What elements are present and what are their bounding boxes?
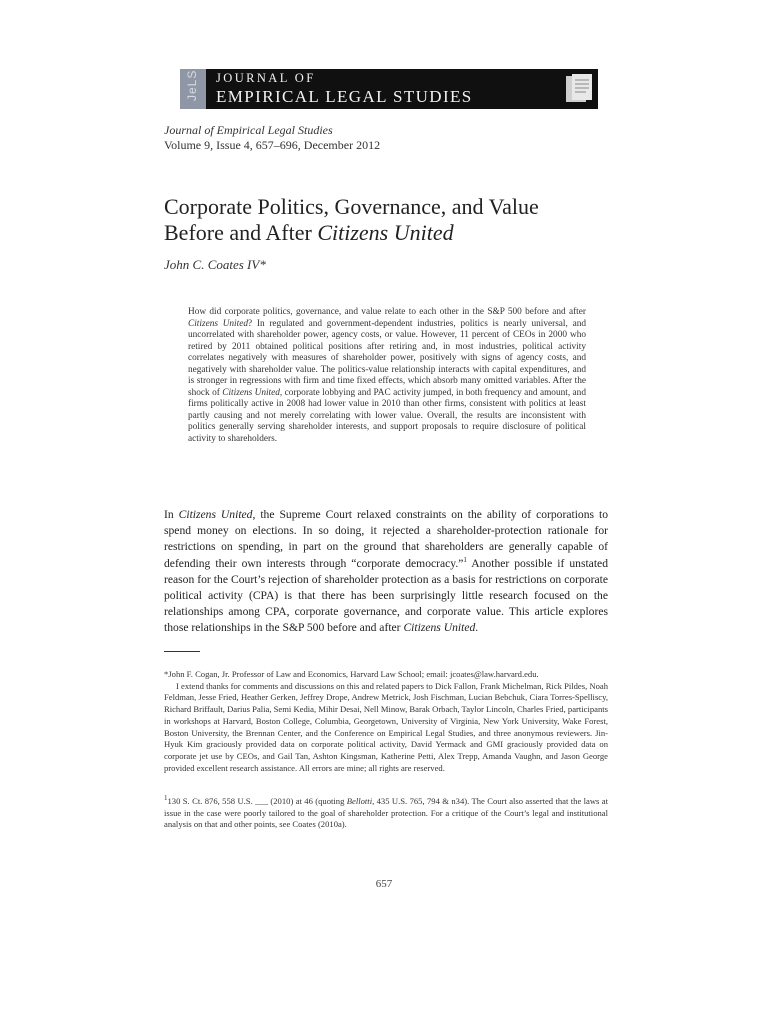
abstract-text-1: How did corporate politics, governance, and value relate to each other in the S&P 500 before and after — [188, 307, 586, 317]
banner-logo-tab — [180, 69, 206, 109]
body-end: . — [475, 621, 479, 635]
article-title — [164, 194, 634, 246]
journal-emblem-icon — [564, 72, 594, 106]
author-affiliation: *John F. Cogan, Jr. Professor of Law and Economics, Harvard Law School; email: jcoates@law.harvard.edu. — [164, 669, 539, 679]
body-text-2: Another possible if unstated reason for the Court’s rejection of shareholder protection as a basis for restrictions on corporate political activity (CPA) is that there has been surprisingly little research focused on the relationships among CPA, corporate governance, and corporate value. This article explores those relationships in the S&P 500 before and after — [164, 556, 608, 635]
page-number: 657 — [375, 878, 393, 890]
journal-volume: Volume 9, Issue 4, 657–696, December 2012 — [164, 138, 381, 152]
abstract-text-3: , corporate lobbying and PAC activity jumped, in both frequency and amount, and firms politically active in 2008 had lower value in 2010 than other firms, consistent with politics at least partly causing and not merely correlating with lower value. Overall, the results are inconsistent with politics generally serving shareholder interests, and support proposals to require disclosure of political activity to shareholders. — [188, 387, 586, 444]
article-author: John C. Coates IV* — [164, 257, 266, 272]
abstract-text-2: ? In regulated and government-dependent industries, politics is nearly universal, and uncorrelated with shareholder power, agency costs, or value. However, 11 percent of CEOs in 2000 who retired by 2011 obtained political positions after retiring and, in most industries, political activity correlates negatively with measures of shareholder power, positively with signs of agency costs, and negatively with shareholder value. The politics-value relationship interacts with capital expenditures, and is stronger in regressions with firm and time fixed effects, which absorb many omitted variables. After the shock of — [188, 318, 586, 398]
body-case-name-1: Citizens United — [178, 508, 253, 521]
abstract-case-name-1: Citizens United — [188, 318, 248, 329]
footnote-1-case-name: Bellotti — [346, 796, 373, 806]
footnote-1-mark: 1 — [164, 794, 168, 803]
footnote-divider — [164, 651, 200, 652]
body-paragraph — [164, 507, 608, 637]
footnote-1-text-a: 130 S. Ct. 876, 558 U.S. ___ (2010) at 46 (quoting — [167, 796, 347, 806]
body-case-name-2: Citizens United — [403, 621, 476, 635]
journal-banner — [180, 69, 598, 109]
title-line1: Corporate Politics, Governance, and Value — [164, 194, 539, 219]
acknowledgments: I extend thanks for comments and discussions on this and related papers to Dick Fallon, Frank Michelman, Rick Pildes, Noah Feldman, Jesse Fried, Heather Gerken, Jeffrey Drope, Andrew Metrick, Josh Fischman, Lucian Bebchuk, Ciara Torres-Spelliscy, Richard Briffault, Darius Palia, Semi Kedia, Mihir Desai, Nell Minow, Barak Orbach, Taylor Lincoln, Charles Fried, participants in workshops at Harvard, Boston College, Columbia, Georgetown, University of Virginia, New York University, Wake Forest, Boston University, the Brennan Center, and the Conference on Empirical Legal Studies, and three anonymous reviewers. Jin-Hyuk Kim graciously provided data on corporate political activity, David Yermack and GMI graciously provided data on corporate jet use by CEOs, and Gail Tan, Ashton Kingsman, Katherine Petti, Alex Trepp, Amanda Vaughn, and Jason George provided excellent research assistance. All errors are mine; all rights are reserved. — [164, 680, 608, 773]
body-lead: In — [164, 508, 179, 521]
author-footnote — [164, 669, 608, 774]
footnote-1-text-b: , 435 U.S. 765, 794 & n34). The Court also asserted that the laws at issue in the case were poorly tailored to the goal of shareholder protection. For a critique of the Court’s legal and institutional analysis on that and other points, see Coates (2010a). — [164, 796, 608, 830]
title-line2-prefix: Before and After — [164, 220, 318, 245]
abstract-case-name-2: Citizens United — [222, 387, 280, 398]
banner-title-line1: JOURNAL OF — [216, 71, 316, 85]
banner-logo-text: JeLS — [185, 69, 199, 101]
footnote-reference[interactable]: 1 — [463, 555, 467, 564]
journal-name: Journal of Empirical Legal Studies — [164, 123, 333, 137]
body-text-1: , the Supreme Court relaxed constraints on the ability of corporations to spend money on elections. In so doing, it rejected a shareholder-protection rationale for restrictions on spending, in part on the ground that shareholders are generally capable of defending their own interests through “corporate democracy.” — [164, 508, 608, 570]
title-line2-italic: Citizens United — [317, 220, 454, 245]
footnote-1 — [164, 796, 608, 831]
abstract — [188, 307, 586, 445]
banner-title-line2: EMPIRICAL LEGAL STUDIES — [216, 87, 473, 106]
